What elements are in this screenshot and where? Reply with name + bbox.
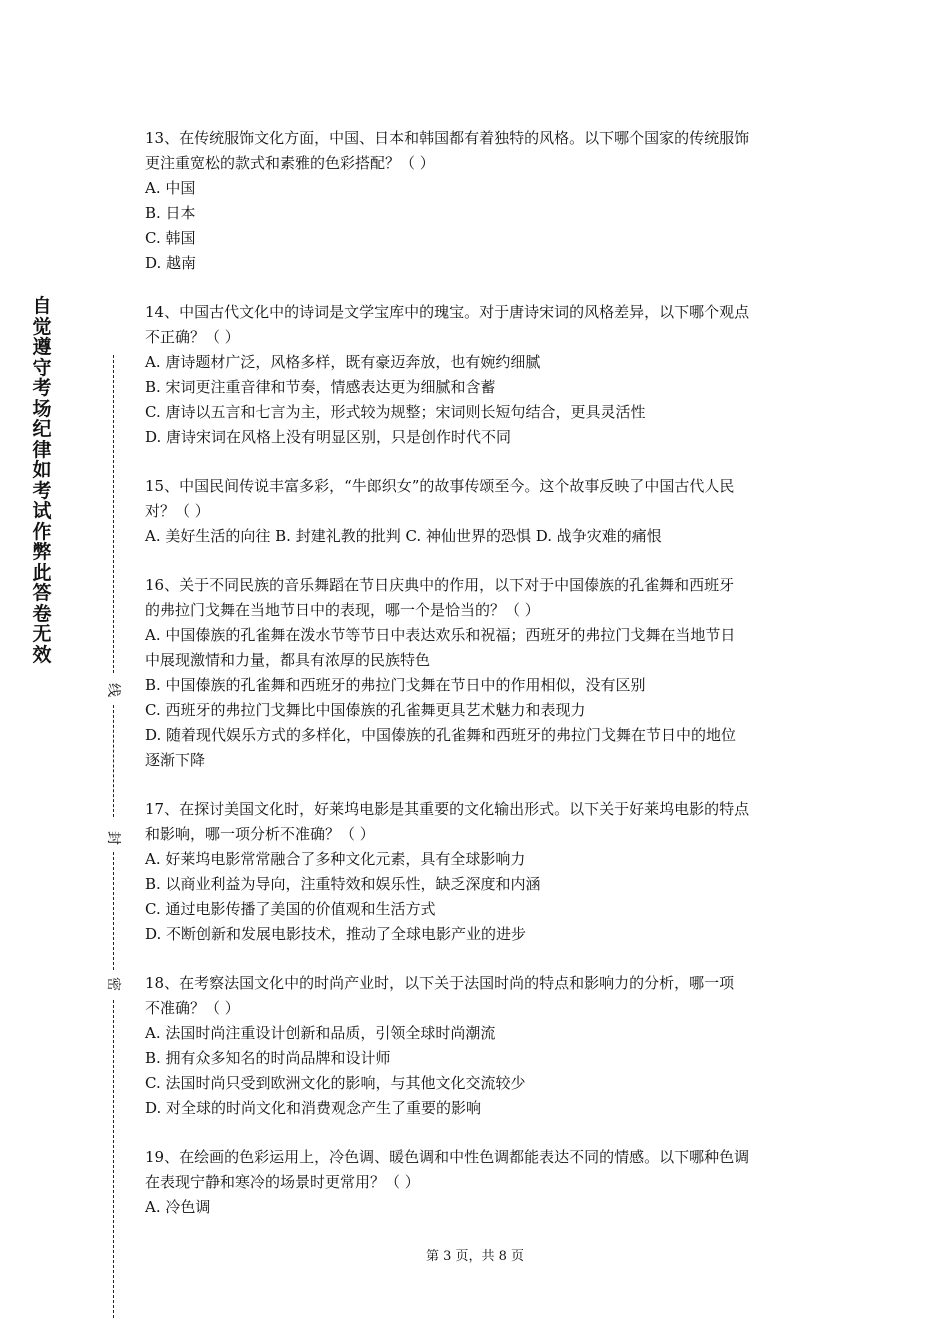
question (145, 300, 825, 450)
answer-option: D. 越南 (145, 254, 197, 272)
binding-line-segment (113, 852, 114, 970)
answer-option: B. 日本 (145, 204, 196, 222)
answer-option: C. 西班牙的弗拉门戈舞比中国傣族的孔雀舞更具艺术魅力和表现力 (145, 701, 586, 719)
answer-option: 中展现激情和力量，都具有浓厚的民族特色 (145, 651, 431, 669)
answer-option: A. 好莱坞电影常常融合了多种文化元素，具有全球影响力 (145, 850, 526, 868)
answer-option: D. 唐诗宋词在风格上没有明显区别，只是创作时代不同 (145, 428, 512, 446)
binding-line-segment (113, 355, 114, 673)
question-stem: 对？（ ） (145, 502, 210, 520)
answer-option: B. 宋词更注重音律和节奏，情感表达更为细腻和含蓄 (145, 378, 496, 396)
answer-option: 逐渐下降 (145, 751, 206, 769)
question-list (145, 126, 825, 1244)
question-stem: 的弗拉门戈舞在当地节日中的表现，哪一个是恰当的？（ ） (145, 601, 540, 619)
question (145, 1145, 825, 1220)
answer-option: D. 对全球的时尚文化和消费观念产生了重要的影响 (145, 1099, 482, 1117)
answer-option: D. 随着现代娱乐方式的多样化，中国傣族的孔雀舞和西班牙的弗拉门戈舞在节日中的地位 (145, 726, 737, 744)
answer-option: A. 中国傣族的孔雀舞在泼水节等节日中表达欢乐和祝福；西班牙的弗拉门戈舞在当地节日 (145, 626, 736, 644)
answer-option: A. 冷色调 (145, 1198, 211, 1216)
question-stem: 14、中国古代文化中的诗词是文学宝库中的瑰宝。对于唐诗宋词的风格差异，以下哪个观点 (145, 303, 750, 321)
exam-discipline-notice: 自觉遵守考场纪律如考试作弊此答卷无效 (32, 295, 52, 666)
answer-option: A. 中国 (145, 179, 196, 197)
question-stem: 17、在探讨美国文化时，好莱坞电影是其重要的文化输出形式。以下关于好莱坞电影的特点 (145, 800, 750, 818)
question (145, 126, 825, 276)
question-stem: 13、在传统服饰文化方面，中国、日本和韩国都有着独特的风格。以下哪个国家的传统服饰 (145, 129, 750, 147)
question-stem: 和影响，哪一项分析不准确？（ ） (145, 825, 375, 843)
seal-label-seal: 封 (105, 831, 121, 845)
question (145, 971, 825, 1121)
answer-option: B. 拥有众多知名的时尚品牌和设计师 (145, 1049, 391, 1067)
question-stem: 19、在绘画的色彩运用上，冷色调、暖色调和中性色调都能表达不同的情感。以下哪种色调 (145, 1148, 750, 1166)
question-stem: 16、关于不同民族的音乐舞蹈在节日庆典中的作用，以下对于中国傣族的孔雀舞和西班牙 (145, 576, 735, 594)
question-stem: 更注重宽松的款式和素雅的色彩搭配？（ ） (145, 154, 435, 172)
question (145, 573, 825, 773)
question (145, 797, 825, 947)
answer-option: A. 法国时尚注重设计创新和品质，引领全球时尚潮流 (145, 1024, 496, 1042)
binding-line-segment (113, 705, 114, 817)
binding-line-segment (113, 1000, 114, 1318)
answer-option: C. 通过电影传播了美国的价值观和生活方式 (145, 900, 436, 918)
answer-option: A. 美好生活的向往 B. 封建礼教的批判 C. 神仙世界的恐惧 D. 战争灾难的痛恨 (145, 527, 662, 545)
question-stem: 18、在考察法国文化中的时尚产业时，以下关于法国时尚的特点和影响力的分析，哪一项 (145, 974, 735, 992)
page-number: 第 3 页，共 8 页 (425, 1249, 525, 1264)
question-stem: 在表现宁静和寒冷的场景时更常用？（ ） (145, 1173, 420, 1191)
question (145, 474, 825, 549)
seal-label-secret: 密 (105, 977, 121, 991)
answer-option: C. 唐诗以五言和七言为主，形式较为规整；宋词则长短句结合，更具灵活性 (145, 403, 646, 421)
answer-option: C. 韩国 (145, 229, 196, 247)
answer-option: B. 以商业利益为导向，注重特效和娱乐性，缺乏深度和内涵 (145, 875, 541, 893)
question-stem: 不准确？（ ） (145, 999, 240, 1017)
answer-option: B. 中国傣族的孔雀舞和西班牙的弗拉门戈舞在节日中的作用相似，没有区别 (145, 676, 646, 694)
answer-option: A. 唐诗题材广泛，风格多样，既有豪迈奔放，也有婉约细腻 (145, 353, 541, 371)
answer-option: C. 法国时尚只受到欧洲文化的影响，与其他文化交流较少 (145, 1074, 526, 1092)
answer-option: D. 不断创新和发展电影技术，推动了全球电影产业的进步 (145, 925, 527, 943)
seal-label-line: 线 (105, 683, 121, 697)
question-stem: 15、中国民间传说丰富多彩，“牛郎织女”的故事传颂至今。这个故事反映了中国古代人民 (145, 477, 735, 495)
question-stem: 不正确？（ ） (145, 328, 240, 346)
